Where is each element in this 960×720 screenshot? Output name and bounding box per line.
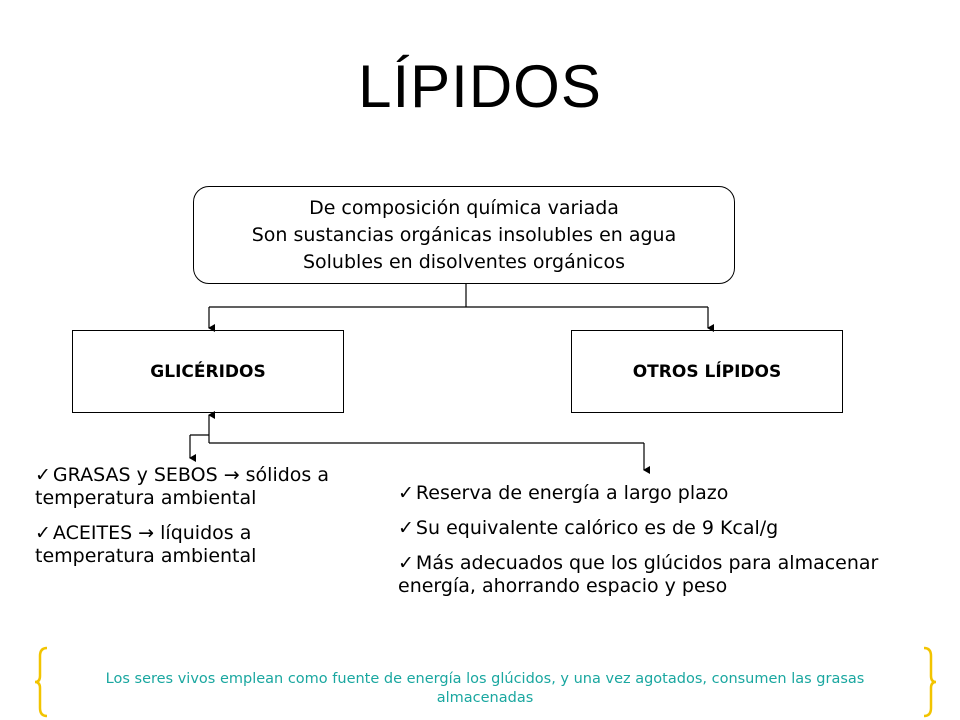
- list-item: [398, 552, 918, 598]
- gliceridos-types-list: [35, 464, 335, 580]
- checkmark-icon: ✓: [398, 517, 414, 539]
- gliceridos-label: GLICÉRIDOS: [150, 361, 266, 382]
- right-brace-icon: [922, 646, 938, 718]
- list-item-text: Reserva de energía a largo plazo: [415, 482, 729, 504]
- footnote-text: Los seres vivos emplean como fuente de energía los glúcidos, y una vez agotados, consumen las grasas almacenadas: [105, 671, 865, 706]
- gliceridos-functions-list: [398, 482, 918, 610]
- checkmark-icon: ✓: [398, 482, 414, 504]
- list-item-text: GRASAS y SEBOS → sólidos a temperatura ambiental: [35, 464, 329, 509]
- otros-lipidos-label: OTROS LÍPIDOS: [632, 361, 782, 382]
- checkmark-icon: ✓: [35, 464, 51, 486]
- left-brace-icon: [33, 646, 49, 718]
- checkmark-icon: ✓: [35, 522, 51, 544]
- list-item: [398, 482, 918, 505]
- list-item-text: Más adecuados que los glúcidos para almacenar energía, ahorrando espacio y peso: [398, 552, 879, 597]
- checkmark-icon: ✓: [398, 552, 414, 574]
- list-item: [398, 517, 918, 540]
- gliceridos-box: [72, 330, 344, 413]
- slide-title: LÍPIDOS: [358, 53, 602, 120]
- list-item: [35, 522, 335, 568]
- definition-line-2: Son sustancias orgánicas insolubles en agua: [251, 223, 677, 246]
- definition-line-3: Solubles en disolventes orgánicos: [302, 250, 626, 273]
- list-item-text: Su equivalente calórico es de 9 Kcal/g: [415, 517, 779, 539]
- list-item-text: ACEITES → líquidos a temperatura ambiental: [35, 522, 257, 567]
- list-item: [35, 464, 335, 510]
- definition-line-1: De composición química variada: [309, 196, 619, 219]
- otros-lipidos-box: [571, 330, 843, 413]
